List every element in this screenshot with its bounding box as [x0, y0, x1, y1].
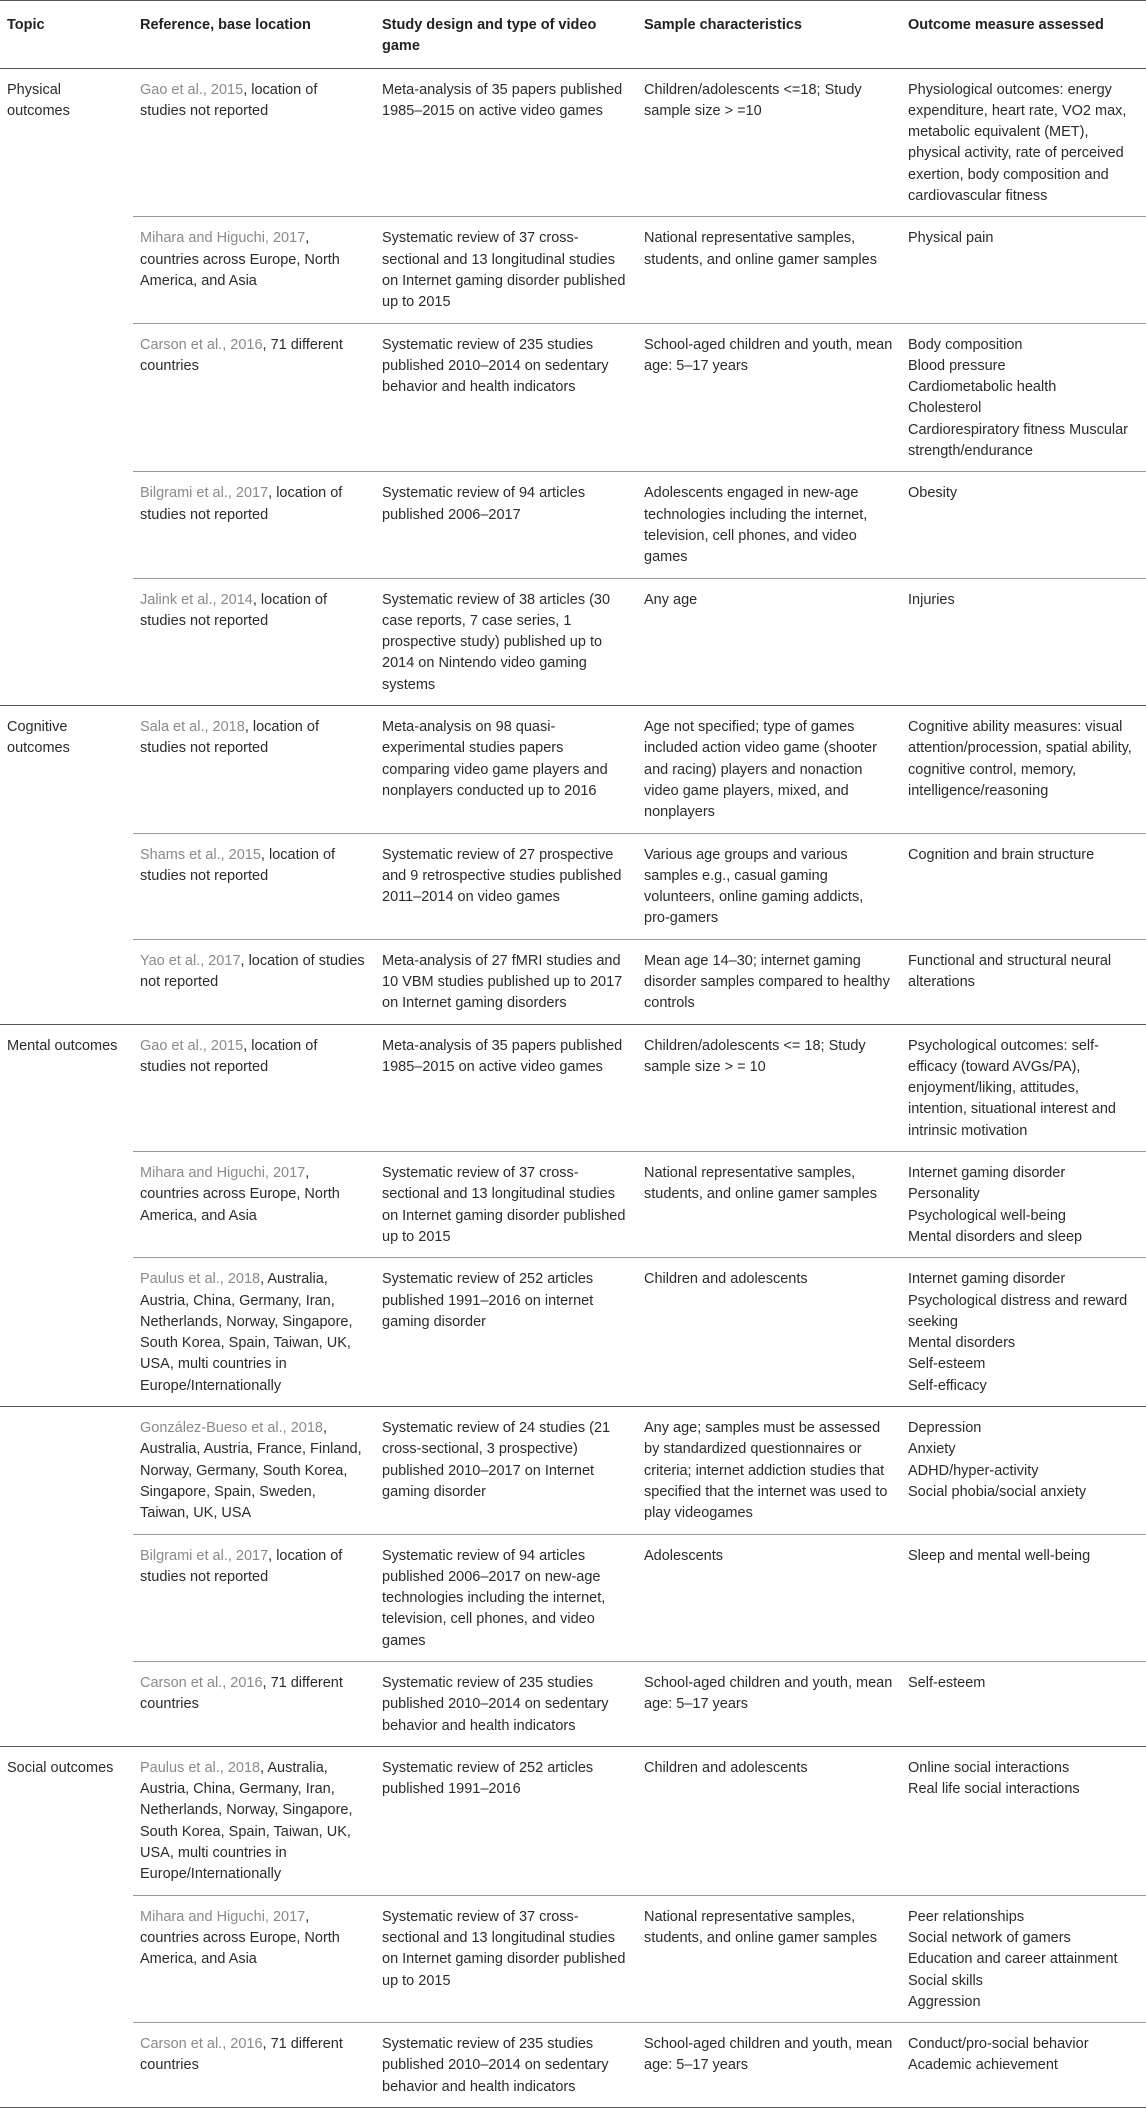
- reference-cell: [133, 833, 375, 939]
- sample-cell: Children and adolescents: [637, 1258, 901, 1407]
- table-row: [0, 1258, 1146, 1407]
- sample-cell: School-aged children and youth, mean age: 5–17 years: [637, 323, 901, 472]
- reference-cell: [133, 68, 375, 217]
- outcome-cell: [901, 1407, 1146, 1534]
- reference-citation-link[interactable]: Mihara and Higuchi, 2017: [140, 230, 306, 247]
- outcome-cell: [901, 578, 1146, 705]
- outcome-item: Cardiorespiratory fitness Muscular strength/endurance: [908, 421, 1128, 460]
- topic-cell: [0, 1258, 133, 1407]
- reference-cell: [133, 472, 375, 578]
- design-cell: Systematic review of 37 cross-sectional and 13 longitudinal studies on Internet gaming disorder published up to 2015: [375, 1895, 637, 2022]
- reference-cell: [133, 1895, 375, 2022]
- outcome-item: Injuries: [908, 591, 955, 608]
- sample-cell: Adolescents engaged in new-age technologies including the internet, television, cell phones, and video games: [637, 472, 901, 578]
- outcome-item: Peer relationships: [908, 1908, 1025, 1925]
- outcome-item: Self-esteem: [908, 1356, 986, 1373]
- design-cell: Systematic review of 94 articles published 2006–2017: [375, 472, 637, 578]
- reference-location: , location of studies not reported: [140, 1547, 343, 1585]
- table-row: [0, 1407, 1146, 1534]
- reference-citation-link[interactable]: Bilgrami et al., 2017: [140, 1547, 269, 1564]
- topic-cell: [0, 472, 133, 578]
- outcome-item: Online social interactions: [908, 1759, 1070, 1776]
- design-cell: Systematic review of 235 studies published 2010–2014 on sedentary behavior and health indicators: [375, 323, 637, 472]
- topic-cell: [0, 1152, 133, 1258]
- reference-cell: [133, 1746, 375, 1895]
- outcome-item: Academic achievement: [908, 2057, 1058, 2074]
- reference-location: , countries across Europe, North America, and Asia: [140, 230, 340, 289]
- reference-location: , Australia, Austria, China, Germany, Iran, Netherlands, Norway, Singapore, South Korea, Spain, Taiwan, UK, USA, multi countries in Europe/Internationally: [140, 1759, 353, 1883]
- topic-cell: [0, 323, 133, 472]
- outcome-cell: [901, 833, 1146, 939]
- outcome-item: Blood pressure: [908, 357, 1006, 374]
- design-cell: Systematic review of 252 articles published 1991–2016: [375, 1746, 637, 1895]
- outcome-item: Internet gaming disorder: [908, 1271, 1066, 1288]
- reference-cell: [133, 1258, 375, 1407]
- outcome-cell: [901, 1662, 1146, 1747]
- topic-cell: [0, 1407, 133, 1534]
- topic-cell: [0, 939, 133, 1024]
- reference-citation-link[interactable]: Gao et al., 2015: [140, 1037, 244, 1054]
- outcome-item: Physical pain: [908, 230, 994, 247]
- reference-location: , location of studies not reported: [140, 1037, 318, 1075]
- outcome-cell: [901, 323, 1146, 472]
- table-row: [0, 1024, 1146, 1151]
- design-cell: Meta-analysis of 35 papers published 1985–2015 on active video games: [375, 1024, 637, 1151]
- outcome-item: Depression: [908, 1420, 982, 1437]
- topic-cell: [0, 1662, 133, 1747]
- outcome-item: Anxiety: [908, 1441, 956, 1458]
- reference-citation-link[interactable]: Paulus et al., 2018: [140, 1271, 261, 1288]
- header-sample: Sample characteristics: [637, 1, 901, 69]
- table-row: [0, 1895, 1146, 2022]
- topic-cell: [0, 2023, 133, 2108]
- outcome-item: Social skills: [908, 1972, 983, 1989]
- topic-cell: [0, 1534, 133, 1661]
- outcome-item: Psychological distress and reward seeking: [908, 1292, 1128, 1330]
- sample-cell: National representative samples, students, and online gamer samples: [637, 217, 901, 323]
- reference-location: , location of studies not reported: [140, 485, 343, 523]
- outcome-item: Obesity: [908, 485, 958, 502]
- reference-cell: [133, 939, 375, 1024]
- outcome-item: Education and career attainment: [908, 1951, 1118, 1968]
- outcome-cell: [901, 68, 1146, 217]
- reference-citation-link[interactable]: Sala et al., 2018: [140, 719, 245, 736]
- outcome-item: Mental disorders and sleep: [908, 1228, 1083, 1245]
- reference-cell: [133, 706, 375, 833]
- outcome-item: Body composition: [908, 336, 1023, 353]
- reference-location: , Australia, Austria, China, Germany, Iran, Netherlands, Norway, Singapore, South Korea, Spain, Taiwan, UK, USA, multi countries in Europe/Internationally: [140, 1271, 353, 1394]
- outcome-cell: [901, 939, 1146, 1024]
- header-row: [0, 1, 1146, 69]
- sample-cell: School-aged children and youth, mean age: 5–17 years: [637, 1662, 901, 1747]
- reference-cell: [133, 1024, 375, 1151]
- sample-cell: Age not specified; type of games included action video game (shooter and racing) players and nonaction video game players, mixed, and nonplayers: [637, 706, 901, 833]
- sample-cell: Any age; samples must be assessed by standardized questionnaires or criteria; internet addiction studies that specified that the internet was used to play videogames: [637, 1407, 901, 1534]
- outcome-item: Social phobia/social anxiety: [908, 1483, 1087, 1500]
- table-row: [0, 833, 1146, 939]
- topic-cell: Social outcomes: [0, 1746, 133, 1895]
- reference-citation-link[interactable]: Shams et al., 2015: [140, 846, 261, 863]
- reference-citation-link[interactable]: Mihara and Higuchi, 2017: [140, 1165, 306, 1182]
- outcome-item: Physiological outcomes: energy expenditure, heart rate, VO2 max, metabolic equivalent (MET), physical activity, rate of perceived exertion, body composition and cardiovascular fitness: [908, 81, 1127, 205]
- design-cell: Meta-analysis on 98 quasi-experimental studies papers comparing video game players and nonplayers conducted up to 2016: [375, 706, 637, 833]
- table-header: [0, 1, 1146, 69]
- reference-citation-link[interactable]: Carson et al., 2016: [140, 2036, 263, 2053]
- outcome-cell: [901, 1258, 1146, 1407]
- outcome-item: Cardiometabolic health: [908, 379, 1057, 396]
- outcome-cell: [901, 1746, 1146, 1895]
- topic-cell: [0, 833, 133, 939]
- reference-location: , countries across Europe, North America, and Asia: [140, 1908, 340, 1968]
- sample-cell: Children/adolescents <= 18; Study sample size > = 10: [637, 1024, 901, 1151]
- reference-cell: [133, 578, 375, 705]
- outcome-item: Self-efficacy: [908, 1377, 987, 1394]
- header-design: Study design and type of video game: [375, 1, 637, 69]
- table-row: [0, 939, 1146, 1024]
- reference-location: , location of studies not reported: [140, 719, 319, 757]
- outcome-item: Internet gaming disorder: [908, 1165, 1066, 1182]
- reference-cell: [133, 1407, 375, 1534]
- design-cell: Systematic review of 24 studies (21 cross-sectional, 3 prospective) published 2010–2017 on Internet gaming disorder: [375, 1407, 637, 1534]
- design-cell: Systematic review of 94 articles published 2006–2017 on new-age technologies including the internet, television, cell phones, and video games: [375, 1534, 637, 1661]
- sample-cell: Children and adolescents: [637, 1746, 901, 1895]
- reference-location: , location of studies not reported: [140, 591, 328, 629]
- design-cell: Systematic review of 235 studies published 2010–2014 on sedentary behavior and health indicators: [375, 1662, 637, 1747]
- outcome-item: ADHD/hyper-activity: [908, 1462, 1039, 1479]
- outcome-cell: [901, 1534, 1146, 1661]
- outcome-item: Self-esteem: [908, 1675, 986, 1691]
- outcome-cell: [901, 1895, 1146, 2022]
- table-row: [0, 1534, 1146, 1661]
- topic-cell: [0, 578, 133, 705]
- design-cell: Systematic review of 37 cross-sectional and 13 longitudinal studies on Internet gaming disorder published up to 2015: [375, 217, 637, 323]
- sample-cell: Adolescents: [637, 1534, 901, 1661]
- table-body: [0, 68, 1146, 2107]
- outcome-cell: [901, 1152, 1146, 1258]
- design-cell: Systematic review of 37 cross-sectional and 13 longitudinal studies on Internet gaming disorder published up to 2015: [375, 1152, 637, 1258]
- reference-location: , 71 different countries: [140, 336, 343, 374]
- reference-location: , location of studies not reported: [140, 952, 365, 990]
- outcome-item: Psychological outcomes: self-efficacy (toward AVGs/PA), enjoyment/liking, attitudes, intention, situational interest and intrinsic motivation: [908, 1037, 1116, 1139]
- sample-cell: Children/adolescents <=18; Study sample size > =10: [644, 81, 862, 119]
- table-row: [0, 1746, 1146, 1895]
- table-row: [0, 217, 1146, 323]
- reference-location: , location of studies not reported: [140, 81, 318, 119]
- outcome-item: Real life social interactions: [908, 1781, 1080, 1798]
- topic-cell: Mental outcomes: [0, 1024, 133, 1151]
- outcome-item: Cholesterol: [908, 400, 982, 417]
- outcome-item: Social network of gamers: [908, 1929, 1071, 1946]
- topic-cell: Physical outcomes: [0, 68, 133, 217]
- sample-cell: Any age: [637, 578, 901, 705]
- outcome-cell: [901, 1024, 1146, 1151]
- reference-cell: [133, 1662, 375, 1747]
- reference-cell: [133, 1152, 375, 1258]
- outcome-item: Personality: [908, 1186, 980, 1203]
- reference-citation-link[interactable]: Yao et al., 2017: [140, 952, 241, 969]
- sample-cell: National representative samples, students, and online gamer samples: [637, 1895, 901, 2022]
- header-reference: Reference, base location: [133, 1, 375, 69]
- reference-location: , Australia, Austria, France, Finland, Norway, Germany, South Korea, Singapore, Spain, Sweden, Taiwan, UK, USA: [140, 1420, 362, 1522]
- outcome-item: Cognition and brain structure: [908, 846, 1095, 863]
- table-row: [0, 1152, 1146, 1258]
- design-cell: Systematic review of 27 prospective and 9 retrospective studies published 2011–2014 on video games: [375, 833, 637, 939]
- header-outcome: Outcome measure assessed: [901, 1, 1146, 69]
- outcome-item: Cognitive ability measures: visual attention/procession, spatial ability, cognitive control, memory, intelligence/reasoning: [908, 719, 1132, 799]
- topic-cell: Cognitive outcomes: [0, 706, 133, 833]
- outcome-item: Conduct/pro-social behavior: [908, 2036, 1089, 2053]
- design-cell: Systematic review of 38 articles (30 case reports, 7 case series, 1 prospective study) published up to 2014 on Nintendo video gaming systems: [375, 578, 637, 705]
- sample-cell: Mean age 14–30; internet gaming disorder samples compared to healthy controls: [637, 939, 901, 1024]
- topic-cell: [0, 217, 133, 323]
- reference-cell: [133, 1534, 375, 1661]
- outcome-cell: [901, 2023, 1146, 2108]
- outcome-item: Aggression: [908, 1993, 981, 2010]
- outcome-cell: [901, 706, 1146, 833]
- sample-cell: National representative samples, students, and online gamer samples: [637, 1152, 901, 1258]
- reference-citation-link[interactable]: Carson et al., 2016: [140, 1675, 263, 1691]
- reference-citation-link[interactable]: González-Bueso et al., 2018: [140, 1420, 323, 1437]
- table-row: [0, 472, 1146, 578]
- sample-cell: Various age groups and various samples e.g., casual gaming volunteers, online gaming addicts, pro-gamers: [637, 833, 901, 939]
- reference-citation-link[interactable]: Carson et al., 2016: [140, 336, 263, 353]
- table-row: [0, 68, 1146, 217]
- reference-location: , location of studies not reported: [140, 846, 336, 884]
- design-cell: Meta-analysis of 35 papers published 1985–2015 on active video games: [382, 81, 623, 119]
- outcome-item: Psychological well-being: [908, 1207, 1066, 1224]
- table-row: [0, 706, 1146, 833]
- reference-location: , 71 different countries: [140, 1675, 343, 1713]
- outcome-item: Sleep and mental well-being: [908, 1547, 1091, 1564]
- outcome-cell: [901, 217, 1146, 323]
- reference-citation-link[interactable]: Gao et al., 2015: [140, 81, 244, 98]
- outcome-cell: [901, 472, 1146, 578]
- reference-citation-link[interactable]: Mihara and Higuchi, 2017: [140, 1908, 306, 1925]
- reference-citation-link[interactable]: Paulus et al., 2018: [140, 1759, 261, 1776]
- design-cell: Meta-analysis of 27 fMRI studies and 10 VBM studies published up to 2017 on Internet gaming disorders: [375, 939, 637, 1024]
- sample-cell: School-aged children and youth, mean age: 5–17 years: [637, 2023, 901, 2108]
- topic-cell: [0, 1895, 133, 2022]
- reference-cell: [133, 323, 375, 472]
- reference-location: , 71 different countries: [140, 2036, 343, 2074]
- table-row: [0, 2023, 1146, 2108]
- table-row: [0, 1662, 1146, 1747]
- table-row: [0, 578, 1146, 705]
- reference-citation-link[interactable]: Jalink et al., 2014: [140, 591, 253, 608]
- reference-citation-link[interactable]: Bilgrami et al., 2017: [140, 485, 269, 502]
- outcome-item: Functional and structural neural alterations: [908, 952, 1112, 990]
- reference-location: , countries across Europe, North America, and Asia: [140, 1165, 340, 1224]
- header-topic: Topic: [0, 1, 133, 69]
- design-cell: Systematic review of 252 articles published 1991–2016 on internet gaming disorder: [375, 1258, 637, 1407]
- outcome-item: Mental disorders: [908, 1335, 1016, 1352]
- reference-cell: [133, 217, 375, 323]
- design-cell: Systematic review of 235 studies published 2010–2014 on sedentary behavior and health indicators: [375, 2023, 637, 2108]
- table-row: [0, 323, 1146, 472]
- reference-cell: [133, 2023, 375, 2108]
